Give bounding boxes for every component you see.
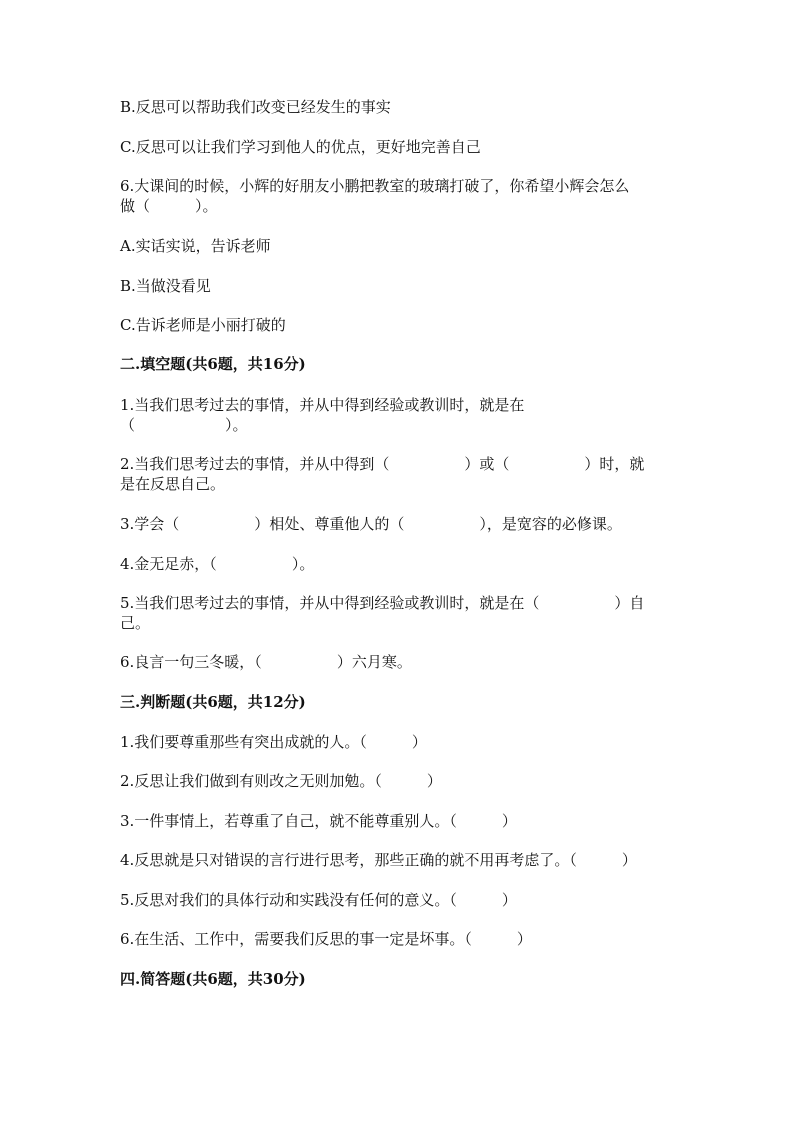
fill-q1-line2: （ ）。 xyxy=(120,416,248,434)
q6-option-b: B.当做没看见 xyxy=(120,277,211,295)
section4-heading: 四.简答题(共6题，共30分) xyxy=(120,970,306,988)
fill-q2-line2: 是在反思自己。 xyxy=(120,475,226,493)
section2-heading: 二.填空题(共6题，共16分) xyxy=(120,355,306,373)
fill-q5-line2: 己。 xyxy=(120,614,151,632)
q6-stem-line2: 做（ ）。 xyxy=(120,197,218,215)
fill-q2-line1: 2.当我们思考过去的事情，并从中得到（ ）或（ ）时，就 xyxy=(120,455,645,473)
q5-option-b: B.反思可以帮助我们改变已经发生的事实 xyxy=(120,98,391,116)
judge-q3: 3.一件事情上，若尊重了自己，就不能尊重别人。（ ） xyxy=(120,812,517,830)
q6-option-a: A.实话实说，告诉老师 xyxy=(120,237,271,255)
judge-q6: 6.在生活、工作中，需要我们反思的事一定是坏事。（ ） xyxy=(120,930,532,948)
fill-q4: 4.金无足赤，（ ）。 xyxy=(120,555,315,573)
q5-option-c: C.反思可以让我们学习到他人的优点，更好地完善自己 xyxy=(120,138,481,156)
judge-q2: 2.反思让我们做到有则改之无则加勉。（ ） xyxy=(120,772,442,790)
section3-heading: 三.判断题(共6题，共12分) xyxy=(120,693,306,711)
judge-q5: 5.反思对我们的具体行动和实践没有任何的意义。（ ） xyxy=(120,891,517,909)
q6-stem-line1: 6.大课间的时候，小辉的好朋友小鹏把教室的玻璃打破了，你希望小辉会怎么 xyxy=(120,177,630,195)
fill-q1-line1: 1.当我们思考过去的事情，并从中得到经验或教训时，就是在 xyxy=(120,396,525,414)
q6-option-c: C.告诉老师是小丽打破的 xyxy=(120,316,286,334)
fill-q5-line1: 5.当我们思考过去的事情，并从中得到经验或教训时，就是在（ ）自 xyxy=(120,594,645,612)
judge-q1: 1.我们要尊重那些有突出成就的人。（ ） xyxy=(120,733,427,751)
judge-q4: 4.反思就是只对错误的言行进行思考，那些正确的就不用再考虑了。（ ） xyxy=(120,851,637,869)
fill-q6: 6.良言一句三冬暖，（ ）六月寒。 xyxy=(120,653,412,671)
fill-q3: 3.学会（ ）相处、尊重他人的（ ），是宽容的必修课。 xyxy=(120,515,622,533)
